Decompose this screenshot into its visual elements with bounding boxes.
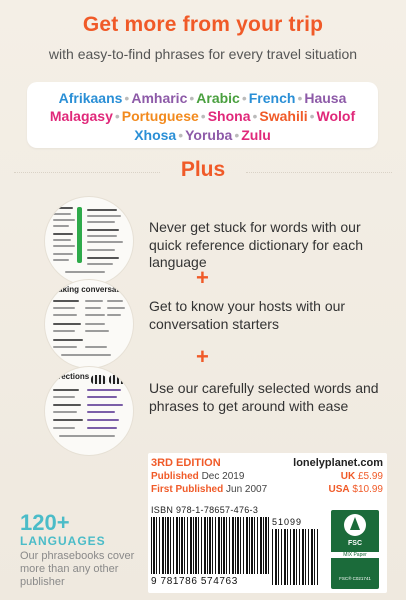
separator-dot: • (309, 108, 315, 124)
edition-prices (293, 457, 383, 496)
language-hausa: Hausa (304, 90, 347, 106)
text-line (53, 314, 77, 316)
usa-price-value: $10.99 (352, 484, 383, 495)
fsc-logo (331, 510, 379, 589)
directions-thumbnail (45, 367, 133, 455)
plus-sign: + (196, 344, 209, 369)
text-line (85, 300, 103, 302)
text-line (53, 233, 73, 235)
published-value: Dec 2019 (201, 471, 245, 482)
language-count-badge (20, 512, 148, 589)
fsc-mix-label: MIX Paper (331, 552, 379, 558)
usa-price-label: USA (328, 484, 350, 495)
text-line (85, 323, 105, 325)
text-line (85, 346, 107, 348)
text-line (87, 257, 119, 259)
text-line (87, 411, 115, 413)
text-line (87, 389, 121, 391)
language-portuguese: Portuguese (121, 108, 199, 124)
barcode-number: 9 781786 574763 (151, 576, 238, 587)
thumbnail-title: directions (51, 372, 90, 381)
edition-info (150, 457, 385, 501)
text-line (53, 213, 71, 215)
language-count-description: Our phrasebooks cover more than any other publisher (20, 550, 135, 588)
language-malagasy: Malagasy (49, 108, 113, 124)
text-line (53, 307, 75, 309)
text-line (53, 389, 79, 391)
fsc-tree-icon (344, 514, 366, 536)
first-published-value: Jun 2007 (226, 484, 268, 495)
separator-dot: • (252, 108, 258, 124)
text-line (65, 271, 105, 273)
text-line (53, 411, 77, 413)
feature-conversation: Get to know your hosts with our conversation starters (149, 298, 346, 332)
text-line (53, 419, 83, 421)
text-line (85, 307, 101, 309)
text-line (85, 330, 109, 332)
edition-label: 3RD EDITION (151, 457, 221, 469)
separator-dot: • (124, 90, 130, 106)
text-line (85, 314, 105, 316)
language-swahili: Swahili (259, 108, 308, 124)
text-line (107, 314, 121, 316)
thumbnail-title: making conversation (51, 285, 132, 294)
conversation-thumbnail (45, 280, 133, 368)
language-xhosa: Xhosa (134, 127, 177, 143)
language-count-number: 120+ (20, 510, 70, 535)
language-count-word: LANGUAGES (20, 534, 106, 548)
text-line (87, 215, 121, 217)
page-subtitle: with easy-to-find phrases for every travel situation (48, 46, 358, 62)
text-line (107, 307, 125, 309)
text-line (61, 354, 111, 356)
text-line (107, 300, 123, 302)
text-line (87, 263, 113, 265)
language-line-1 (27, 90, 378, 106)
text-line (87, 235, 117, 237)
edition-dates (151, 457, 267, 496)
text-line (87, 241, 123, 243)
first-published-label: First Published (151, 484, 224, 495)
edition-barcode-panel (148, 453, 387, 593)
separator-dot: • (178, 127, 184, 143)
text-line (53, 225, 69, 227)
text-line (87, 249, 115, 251)
text-line (53, 323, 81, 325)
text-line (87, 396, 117, 398)
text-line (87, 404, 123, 406)
plus-section-header (0, 150, 406, 190)
text-line (53, 330, 75, 332)
language-list-box (27, 82, 378, 148)
separator-dot: • (189, 90, 195, 106)
text-line (87, 221, 115, 223)
separator-dot: • (114, 108, 120, 124)
text-line (87, 419, 119, 421)
dictionary-thumbnail (45, 197, 133, 285)
uk-price-value: £5.99 (357, 471, 383, 482)
website-label: lonelyplanet.com (293, 457, 383, 469)
page-title: Get more from your trip (82, 13, 324, 36)
text-line (53, 339, 83, 341)
text-line (59, 435, 115, 437)
zebra-icon (109, 375, 125, 384)
isbn-barcode (151, 517, 269, 574)
price-addon-number: 51099 (272, 517, 303, 527)
fsc-code: FSC® C021741 (339, 576, 371, 581)
separator-dot: • (241, 90, 247, 106)
language-afrikaans: Afrikaans (58, 90, 123, 106)
separator-dot: • (297, 90, 303, 106)
price-addon-barcode (272, 529, 320, 585)
text-line (53, 300, 79, 302)
uk-price-label: UK (340, 471, 356, 482)
text-line (53, 245, 75, 247)
text-line (87, 229, 119, 231)
text-line (87, 209, 117, 211)
zebra-icon (91, 375, 107, 384)
language-zulu: Zulu (241, 127, 271, 143)
language-amharic: Amharic (131, 90, 188, 106)
language-line-2 (27, 108, 378, 124)
text-line (53, 239, 71, 241)
text-line (53, 427, 75, 429)
text-line (53, 219, 75, 221)
plus-sign: + (196, 265, 209, 290)
text-line (53, 346, 77, 348)
text-line (53, 404, 81, 406)
language-arabic: Arabic (196, 90, 240, 106)
fsc-label: FSC (348, 540, 362, 547)
language-yoruba: Yoruba (185, 127, 233, 143)
plus-heading: Plus (180, 158, 226, 181)
text-line (53, 253, 73, 255)
text-line (87, 427, 117, 429)
text-line (53, 207, 73, 209)
language-wolof: Wolof (316, 108, 356, 124)
published-label: Published (151, 471, 199, 482)
text-line (53, 396, 75, 398)
language-line-3 (27, 127, 378, 143)
divider-right (246, 172, 392, 173)
feature-dictionary: Never get stuck for words with our quick reference dictionary for each language (149, 219, 363, 270)
language-shona: Shona (207, 108, 251, 124)
language-french: French (248, 90, 296, 106)
text-line (53, 259, 69, 261)
feature-directions: Use our carefully selected words and phrases to get around with ease (149, 380, 379, 414)
isbn-label: ISBN 978-1-78657-476-3 (151, 505, 259, 515)
separator-dot: • (200, 108, 206, 124)
separator-dot: • (234, 127, 240, 143)
dictionary-tab-bar (77, 207, 82, 263)
